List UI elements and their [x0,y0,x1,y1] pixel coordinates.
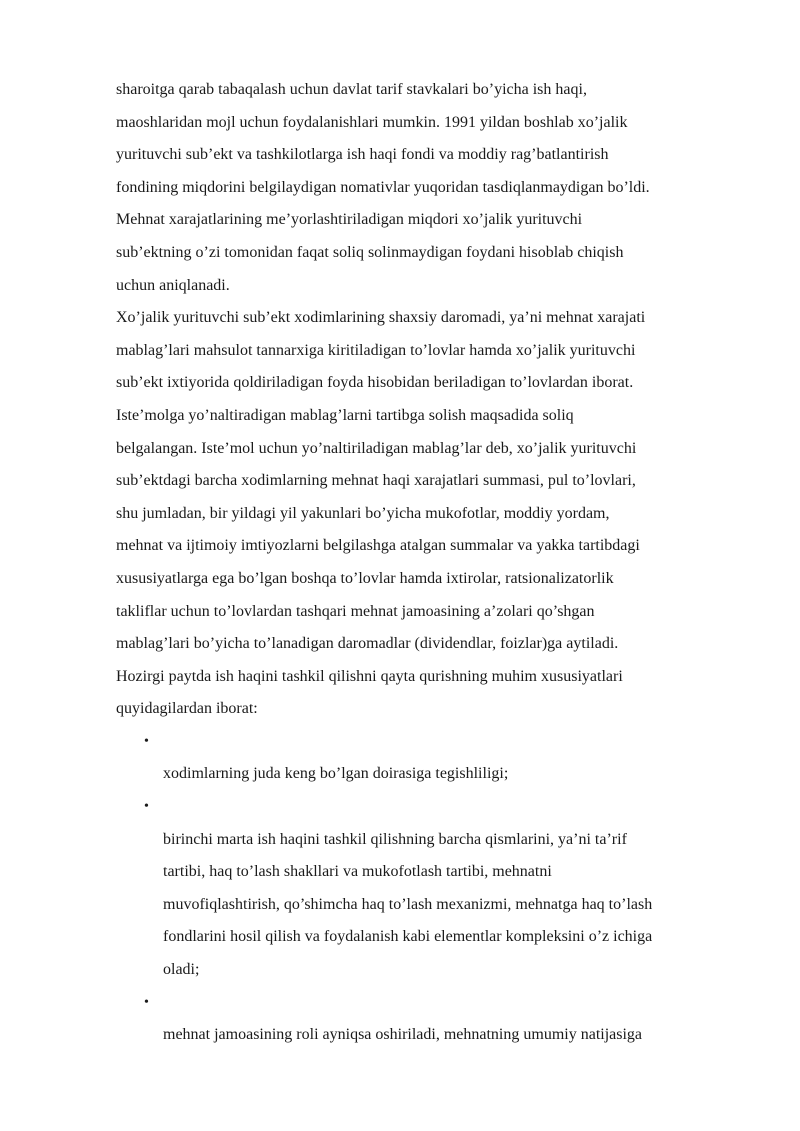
text-line: muvofiqlashtirish, qo’shimcha haq to’lash mexanizmi, mehnatga haq to’lash [163,895,653,913]
text-line: Iste’molga yo’naltiradigan mablag’larni tartibga solish maqsadida soliq [116,406,574,424]
bullet-icon: • [144,994,149,1010]
bullet-text [116,758,746,791]
text-line: Xo’jalik yurituvchi sub’ekt xodimlarining shaxsiy daromadi, ya’ni mehnat xarajati [116,309,646,327]
text-line: belgalangan. Iste’mol uchun yo’naltiriladigan mablag’lar deb, xo’jalik yurituvchi [116,439,637,457]
text-line: sharoitga qarab tabaqalash uchun davlat tarif stavkalari bo’yicha ish haqi, [116,81,587,98]
text-line: uchun aniqlanadi. [116,276,230,294]
paragraph-1 [116,74,746,302]
text-line: xususiyatlarga ega bo’lgan boshqa to’lovlar hamda ixtirolar, ratsionalizatorlik [116,569,614,587]
text-line: oladi; [163,961,200,979]
bullet-item-3 [116,987,746,1052]
text-line: sub’ekt ixtiyorida qoldiriladigan foyda hisobidan beriladigan to’lovlardan iborat. [116,374,634,392]
bullet-text [116,824,746,987]
text-line: tartibi, haq to’lash shakllari va mukofotlash tartibi, mehnatni [163,863,552,881]
bullet-item-1 [116,726,746,791]
bullet-icon: • [144,799,149,815]
text-line: mablag’lari mahsulot tannarxiga kiritiladigan to’lovlar hamda xo’jalik yurituvchi [116,341,636,359]
text-line: yurituvchi sub’ekt va tashkilotlarga ish haqi fondi va moddiy rag’batlantirish [116,146,609,164]
text-line: shu jumladan, bir yildagi yil yakunlari bo’yicha mukofotlar, moddiy yordam, [116,504,610,522]
bullet-icon: • [144,733,149,749]
text-line: maoshlaridan mojl uchun foydalanishlari mumkin. 1991 yildan boshlab xo’jalik [116,113,628,131]
text-line: takliflar uchun to’lovlardan tashqari mehnat jamoasining a’zolari qo’shgan [116,602,595,620]
text-line: Hozirgi paytda ish haqini tashkil qilishni qayta qurishning muhim xususiyatlari [116,667,623,685]
text-line: sub’ektdagi barcha xodimlarning mehnat haqi xarajatlari summasi, pul to’lovlari, [116,472,636,490]
text-line: sub’ektning o’zi tomonidan faqat soliq solinmaydigan foydani hisoblab chiqish [116,243,624,261]
bullet-item-2 [116,791,746,987]
text-line: fondlarini hosil qilish va foydalanish kabi elementlar kompleksini o’z ichiga [163,928,653,946]
paragraph-3 [116,661,746,726]
text-line: mehnat jamoasining roli ayniqsa oshiriladi, mehnatning umumiy natijasiga [163,1026,643,1044]
text-line: xodimlarning juda keng bo’lgan doirasiga tegishliligi; [163,765,509,783]
paragraph-2 [116,302,746,661]
bullet-text [116,1019,746,1052]
text-line: Mehnat xarajatlarining me’yorlashtiriladigan miqdori xo’jalik yurituvchi [116,211,583,229]
text-line: mablag’lari bo’yicha to’lanadigan daromadlar (dividendlar, foizlar)ga aytiladi. [116,635,619,653]
text-line: fondining miqdorini belgilaydigan nomativlar yuqoridan tasdiqlanmaydigan bo’ldi. [116,178,650,196]
text-line: birinchi marta ish haqini tashkil qilishning barcha qismlarini, ya’ni ta’rif [163,830,627,848]
text-line: quyidagilardan iborat: [116,700,258,718]
text-line: mehnat va ijtimoiy imtiyozlarni belgilashga atalgan summalar va yakka tartibdagi [116,537,640,555]
document-body [116,74,746,1052]
